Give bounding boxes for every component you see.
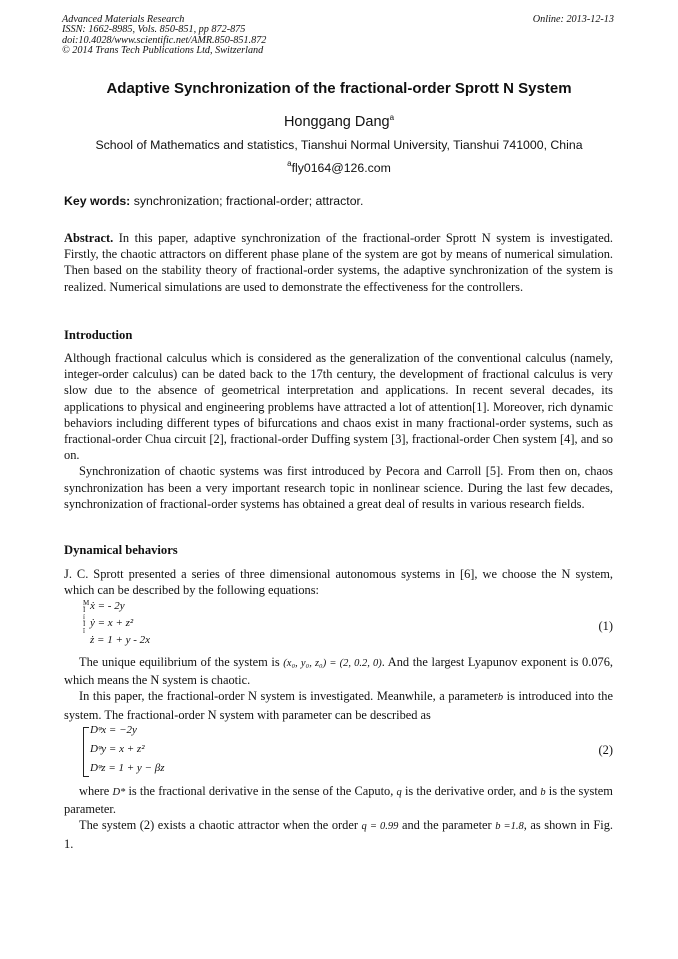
order-value: q = 0.99 <box>361 821 399 833</box>
dyn-p2-a: The unique equilibrium of the system is <box>79 655 280 669</box>
equation-1: M Ï í Ï î ẋ = - 2y ẏ = x + z² ż = 1 + y - 2x (1) <box>83 599 613 646</box>
eq2-line-3: Dᵠz = 1 + y − βz <box>90 762 165 774</box>
dyn-p3-a: In this paper, the fractional-order N system is investigated. Meanwhile, a parameter <box>79 689 498 704</box>
journal-name: Advanced Materials Research <box>62 14 185 25</box>
dynamical-paragraph-4 <box>64 783 613 852</box>
dyn-p5-a: The system (2) exists a chaotic attractor when the order <box>79 818 358 833</box>
dyn-p4-c: is the derivative order, and <box>404 784 538 798</box>
dyn-p4-d: is the system parameter. <box>64 784 613 817</box>
dyn-p4-b: is the fractional derivative in the sense of the Caputo, <box>128 784 394 798</box>
paper-title: Adaptive Synchronization of the fractional-order Sprott N System <box>106 80 572 97</box>
eq1-line-1: ẋ = - 2y <box>90 600 125 612</box>
author-name <box>0 113 678 130</box>
affiliation: School of Mathematics and statistics, Tianshui Normal University, Tianshui 741000, China <box>95 138 583 152</box>
dyn-p4-a: where <box>79 784 110 798</box>
order-q-symbol: q <box>396 787 402 798</box>
author-email <box>0 159 678 175</box>
dyn-p5-c: , as shown in Fig. 1. <box>64 818 613 851</box>
introduction-body <box>64 350 613 512</box>
dynamical-paragraph-1 <box>64 566 613 598</box>
section-heading-dynamical: Dynamical behaviors <box>64 543 178 557</box>
journal-header <box>62 15 614 57</box>
param-b-symbol: b <box>497 692 504 704</box>
eq1-line-2: ẏ = x + z² <box>90 617 134 629</box>
intro-paragraph-2: Synchronization of chaotic systems was first introduced by Pecora and Carroll [5]. From then on, chaos synchronization has been a very important research topic in nonlinear science. During the last few decades, synchronization of fractional-order systems has obtained a great deal of results in various research fields. <box>64 464 613 511</box>
equilibrium-formula: (x₀, y₀, z₀) = (2, 0.2, 0) <box>283 658 382 669</box>
abstract <box>64 230 613 295</box>
email-text: fly0164@126.com <box>291 161 391 175</box>
equation-2 <box>64 723 613 779</box>
dyn-p5-b: and the parameter <box>401 818 492 833</box>
param-b-symbol-2: b <box>540 787 546 798</box>
keywords-label: Key words: <box>64 194 131 208</box>
dynamical-paragraph-2 <box>64 654 613 723</box>
keywords-text: synchronization; fractional-order; attractor. <box>133 194 364 208</box>
dyn-p3-c: is introduced into the system. The fractional-order N system with parameter can be described as <box>64 689 613 722</box>
param-value: b =1.8 <box>495 821 524 833</box>
eq2-line-1: Dᵠx = −2y <box>90 724 137 736</box>
doi-line: doi:10.4028/www.scientific.net/AMR.850-851.872 <box>62 34 267 46</box>
abstract-text: In this paper, adaptive synchronization of the fractional-order Sprott N system is investigated. Firstly, the chaotic attractors on different phase plane of the system are got by means of numerical simulation. Then based on the stability theory of fractional-order systems, the adaptive synchronization of the system is realized. Numerical simulations are used to demonstrate the effectiveness for the controllers. <box>64 231 613 294</box>
section-heading-introduction: Introduction <box>64 328 133 342</box>
online-date: Online: 2013-12-13 <box>532 14 614 25</box>
intro-paragraph-1: Although fractional calculus which is considered as the generalization of the conventional calculus (namely, integer-order calculus) can be dated back to the 17th century, the development of fractional calculus is very slow due to the absence of geometrical interpretation and applications. In recent several decades, its applications to physical and engineering problems have attracted a lot of attention[1]. Moreover, rich dynamic behaviors including different types of bifurcations and chaos exist in many fractional-order systems, such as fractional-order Chua circuit [2], fractional-order Duffing system [3], fractional-order Chen system [4], and so on. <box>64 351 613 463</box>
caputo-symbol: D* <box>112 787 126 798</box>
email-sup: a <box>287 159 292 168</box>
author-sup: a <box>389 113 395 122</box>
keywords <box>64 194 363 208</box>
eq2-brace <box>83 727 89 777</box>
issn-line: ISSN: 1662-8985, Vols. 850-851, pp 872-875 <box>62 24 246 36</box>
dyn-p2-b: . And the largest Lyapunov exponent is 0.076, which means the N system is chaotic. <box>64 655 614 688</box>
dyn-p1-text: J. C. Sprott presented a series of three dimensional autonomous systems in [6], we choose the N system, which can be described by the following equations: <box>64 567 613 598</box>
eq1-number: (1) <box>598 619 613 633</box>
author-text: Honggang Dang <box>283 114 390 130</box>
abstract-label: Abstract. <box>64 231 114 245</box>
copyright-line: © 2014 Trans Tech Publications Ltd, Switzerland <box>62 45 264 57</box>
eq2-line-2: Dᵠy = x + z² <box>90 743 145 755</box>
eq2-number: (2) <box>598 743 613 757</box>
eq1-line-3: ż = 1 + y - 2x <box>90 634 151 646</box>
